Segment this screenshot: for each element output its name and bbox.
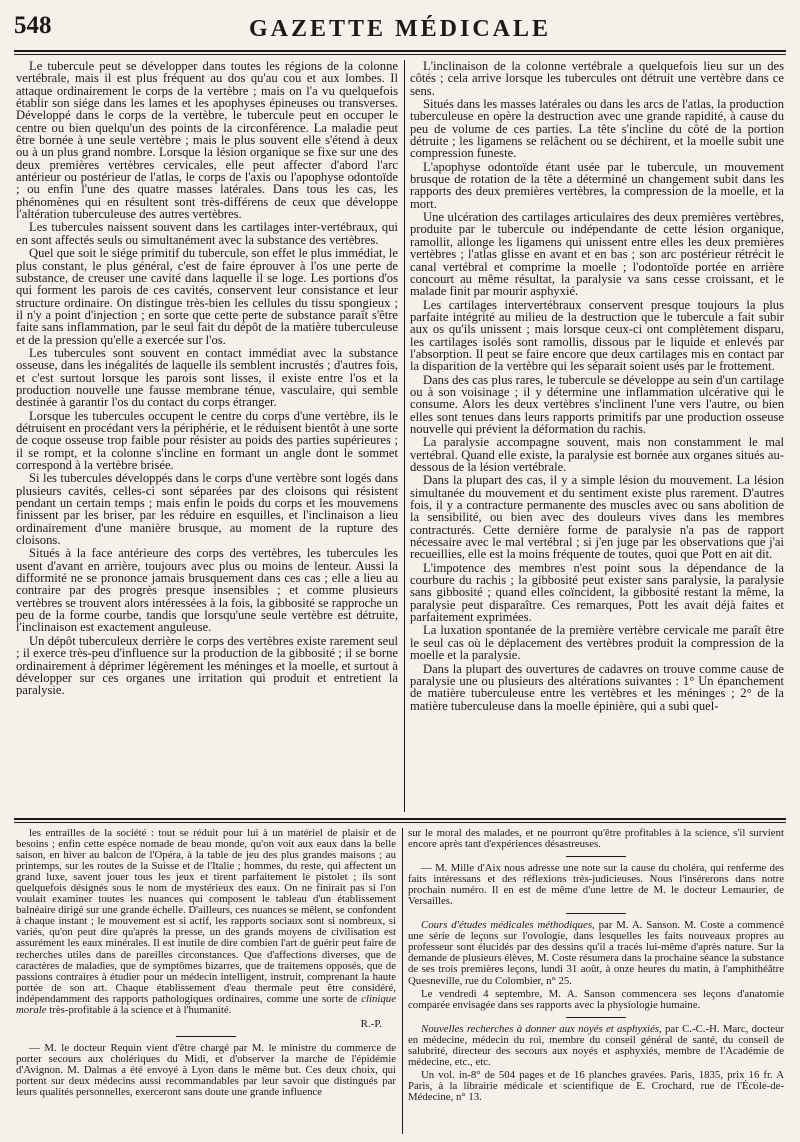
page-header bbox=[8, 10, 792, 50]
news-item: Un vol. in-8° de 504 pages et de 16 planches gravées. Paris, 1835, prix 16 fr. A Paris, à la librairie médicale et scientifique de E. Crochard, rue de l'École-de-Médecine, n° 13. bbox=[408, 1068, 784, 1103]
column-divider bbox=[404, 60, 405, 812]
paragraph: La paralysie accompagne souvent, mais non constamment le mal vertébral. Quand elle existe, la paralysie est bornée aux organes situés au-dessous de la lésion vertébrale. bbox=[410, 435, 784, 474]
book-text: , par C.-C.-H. Marc, docteur en médecine, médecin du roi, membre du conseil général de santé, du conseil de salubrité, directeur des secours aux noyés et asphyxiés, membre de l'Académie de médecine, etc., etc. bbox=[408, 1022, 784, 1068]
paragraph: Dans la plupart des ouvertures de cadavres on trouve comme cause de paralysie une ou plusieurs des altérations suivantes : 1° Un épanchement de matière tuberculeuse entre les vertèbres et les méninges ; 2° de la matière tuberculeuse dans la moelle épinière, qui a subi quel- bbox=[410, 661, 784, 713]
journal-title: GAZETTE MÉDICALE bbox=[248, 16, 552, 42]
course-text: , par M. A. Sanson. M. Coste a commencé une série de leçons sur l'ovologie, dans lesquelles les faits nouveaux propres au professeur sont élucidés par des dessins qu'il a tracés lui-même d'après nature. Sur la demande de plusieurs élèves, M. Coste résumera dans la prochaine séance la substance de ses trois premières leçons, lundi 31 août, à onze heures du matin, à l'amphithéâtre Quesneville, rue du Colombier, n° 25. bbox=[408, 919, 784, 987]
news-item bbox=[408, 920, 784, 986]
paragraph: La luxation spontanée de la première vertèbre cervicale me paraît être le seul cas où le déplacement des vertèbres produit la compression de la moelle et la paralysie. bbox=[410, 623, 784, 663]
paragraph: Les tubercules sont souvent en contact immédiat avec la substance osseuse, dans les inégalités de laquelle ils semblent incrustés ; d'autres fois, et c'est surtout lorsque les parois sont lisses, il existe entre l'os et la production nouvelle une fausse membrane ténue, vasculaire, qui semble destinée à garantir l'os du contact du corps étranger. bbox=[16, 345, 398, 410]
paragraph: Le tubercule peut se développer dans toutes les régions de la colonne vertébrale, mais il est plus fréquent au dos qu'au cou et aux lombes. Il attaque ordinairement le corps de la vertèbre ; mais on l'a vu quelquefois établir son siége dans les lames et les apophyses épineuses ou transverses. Développé dans le corps de la vertèbre, le tubercule peut en occuper le centre ou bien quelqu'un des points de la circonférence. La maladie peut être bornée à une seule vertèbre ; mais le plus souvent elle s'étend à deux ou à un plus grand nombre. Lorsque la lésion organique se fixe sur une des deux premières vertèbres cervicales, elle peut affecter d'abord l'arc antérieur ou postérieur de l'atlas, le corps de l'axis ou l'apophyse odontoïde ; ou enfin l'une des quatre masses latérales. Dans tous les cas, les phénomènes qui en résultent sont très-différens de ceux que développe l'altération tuberculeuse des autres vertèbres. bbox=[16, 60, 398, 222]
signature: R.-P. bbox=[360, 1017, 382, 1030]
paragraph: Dans des cas plus rares, le tubercule se développe au sein d'un cartilage ou à son voisinage ; il y détermine une inflammation ulcérative qui le consume. Alors les deux vertèbres s'inclinent l'une vers l'autre, ou bien elles sont tenues dans leurs rapports primitifs par une production osseuse nouvelle qui prévient la déformation du rachis. bbox=[410, 372, 784, 436]
paragraph: L'apophyse odontoïde étant usée par le tubercule, un mouvement brusque de rotation de la tête a déterminé un changement subit dans les rapports des deux premières vertèbres, la compression de la moelle, et la mort. bbox=[410, 159, 784, 211]
paragraph: Lorsque les tubercules occupent le centre du corps d'une vertèbre, ils le détruisent en procédant vers la périphérie, et le réduisent bientôt à une sorte de coque osseuse trop faible pour résister au poids des parties supérieures ; il se rompt, et la colonne s'incline en formant un angle dont le sommet correspond à la vertèbre brisée. bbox=[16, 408, 398, 472]
upper-left-column bbox=[16, 60, 398, 812]
lower-left-column bbox=[16, 828, 396, 1134]
news-item: — M. Mille d'Aix nous adresse une note sur la cause du choléra, qui renferme des faits intéressans et des réflexions très-judicieuses. Nous l'insérerons dans notre prochain numéro. Il en est de même d'une lettre de M. le docteur Lemaurier, de Versailles. bbox=[408, 862, 784, 908]
short-rule bbox=[566, 1017, 626, 1018]
paragraph: Une ulcération des cartilages articulaires des deux premières vertèbres, produite par le tubercule ou indépendante de cette lésion organique, ramollit, allonge les ligamens qui unissent entre elles les deux premières vertèbres ; l'atlas glisse en avant et en bas ; son arc postérieur rétrécit le canal vertébral et comprime la moelle ; l'odontoïde portée en arrière concourt au même résultat, la paralysie va sans cesse croissant, et le malade finit par mourir asphyxié. bbox=[410, 210, 784, 299]
paragraph: L'inclinaison de la colonne vertébrale a quelquefois lieu sur un des côtés ; cela arrive lorsque les tubercules ont détruit une vertèbre dans ce sens. bbox=[410, 60, 784, 98]
feuilleton-text bbox=[16, 828, 396, 1016]
news-item bbox=[408, 1024, 784, 1068]
lower-right-column bbox=[408, 828, 784, 1134]
lower-column-divider bbox=[402, 828, 403, 1134]
paragraph: Dans la plupart des cas, il y a simple lésion du mouvement. La lésion simultanée du mouvement et du sentiment existe plus rarement. D'autres fois, il y a contracture permanente des muscles avec ou sans abolition de la sensibilité, ou bien avec des douleurs vives dans les membres contracturés. Cette dernière forme de paralysie n'a pas de rapport nécessaire avec le mal vertébral ; si j'en juge par les observations que j'ai recueillies, elle est la moins fréquente de toutes, quoi que Pott en ait dit. bbox=[410, 473, 784, 562]
feuilleton-italic: clinique morale bbox=[16, 992, 396, 1016]
section-rule-thin bbox=[14, 822, 786, 823]
paragraph: Quel que soit le siége primitif du tubercule, son effet le plus immédiat, le plus constant, le plus général, c'est de faire éprouver à l'os une perte de substance, de creuser une cavité dans laquelle il se loge. Les portions d'os qui forment les parois de ces cavités, conservent leur consistance et leur structure ordinaire. On distingue très-bien les cellules du tissu spongieux ; il n'y a point d'injection ; en sorte que cette perte de substance paraît s'être faite sans inflammation, par le seul fait du dépôt de la matière tuberculeuse et de la pression qu'elle a exercée sur l'os. bbox=[16, 246, 398, 347]
short-rule bbox=[566, 913, 626, 914]
upper-right-column bbox=[410, 60, 784, 812]
page-number: 548 bbox=[14, 12, 52, 39]
paragraph: Un dépôt tuberculeux derrière le corps des vertèbres existe rarement seul ; il exerce très-peu d'influence sur la production de la gibbosité ; il se borne ordinairement à déprimer légèrement les méninges et la moelle, et surtout à développer sur ces organes une irritation qui produit et entretient la paralysie. bbox=[16, 633, 398, 698]
book-title: Nouvelles recherches à donner aux noyés et asphyxiés bbox=[421, 1022, 660, 1035]
short-rule bbox=[566, 856, 626, 857]
paragraph: Situés dans les masses latérales ou dans les arcs de l'atlas, la production tuberculeuse en opère la destruction avec une grande rapidité, à cause du peu de volume de ces parties. La tête s'incline du côté de la portion détruite ; les ligamens se relâchent ou se déchirent, et la moelle subit une compression funeste. bbox=[410, 97, 784, 161]
section-rule bbox=[14, 818, 786, 820]
paragraph: Les cartilages intervertébraux conservent presque toujours la plus parfaite intégrité au milieu de la destruction que le tubercule a fait subir aux os qu'ils unissent ; mais lorsque ceux-ci ont complètement disparu, les cartilages isolés sont ramollis, dissous par le liquide et enlevés par l'absorption. Il peut se faire encore que deux cartilages mis en contact par la disparition de la vertèbre qui les séparait soient usés par le frottement. bbox=[410, 297, 784, 374]
header-rule bbox=[14, 50, 786, 52]
news-continuation: sur le moral des malades, et ne pourront qu'être profitables à la science, s'il survient encore après tant d'expériences désastreuses. bbox=[408, 828, 784, 851]
feuilleton-body: les entrailles de la société : tout se réduit pour lui à un matériel de plaisir et de besoins ; enfin cette espèce nomade de beau monde, qu'on voit aux eaux dans la belle saison, en hiver au balcon de l'Opéra, à la table de jeu des plus grandes maisons ; au printemps, sur les routes de la Suisse et de l'Italie ; hommes, du reste, qui affectent un grand luxe, savent jouer tous les jeux et tirent parfaitement le pistolet ; ils sont quelquefois désignés sous le nom de mystérieux des eaux. On ne finirait pas si l'on voulait examiner toutes les nuances qui composent le tableau d'un établissement balnéaire dirigé sur une grande échelle. D'ailleurs, ces nuances se mêlent, se confondent à chaque instant ; le mouvement est si actif, les rapports sociaux sont si nombreux, si variés, qu'on peut dire qu'après la presse, un des grands moyens de civilisation est assurément les eaux minérales. Il est inutile de dire combien l'art de guérir peut faire de recherches utiles dans de pareilles circonstances. Que d'affections diverses, que de caractères de maladies, que de symptômes bizarres, que de traitemens opposés, que de passions contraires à étudier pour un médecin intelligent, instruit, comprenant la haute portée de son art. Chaque établissement d'eau thermale peut être considéré, indépendamment des rapports pathologiques ordinaires, comme une sorte de bbox=[16, 828, 396, 1005]
course-title: Cours d'études médicales méthodiques bbox=[421, 919, 593, 932]
paragraph: Si les tubercules développés dans le corps d'une vertèbre sont logés dans plusieurs cavités, celles-ci sont séparées par des cloisons qui résistent pendant un certain temps ; mais enfin le poids du corps et les mouvemens finissent par les briser, par les réduire en esquilles, et l'inclinaison a lieu ordinairement d'une manière brusque, au moment de la rupture des cloisons. bbox=[16, 471, 398, 548]
paragraph: Les tubercules naissent souvent dans les cartilages inter-vertébraux, qui en sont affectés seuls ou simultanément avec la substance des vertèbres. bbox=[16, 220, 398, 247]
short-rule bbox=[176, 1036, 236, 1037]
paragraph: Situés à la face antérieure des corps des vertèbres, les tubercules les usent d'avant en arrière, toujours avec plus ou moins de lenteur. Aussi la difformité ne se prononce jamais brusquement dans ces cas ; elle a lieu au contraire par des progrès presque insensibles ; et comme plusieurs vertèbres se trouvent alors intéressées à la fois, la gibbosité se rapproche un peu de la forme courbe, tandis que lorsqu'une seule vertèbre est détruite, l'inclinaison est exactement anguleuse. bbox=[16, 546, 398, 635]
paragraph: L'impotence des membres n'est point sous la dépendance de la courbure du rachis ; la gibbosité peut exister sans paralysie, la paralysie sans gibbosité ; quand elles coïncident, la gibbosité restant la même, la paralysie peut disparaître. Ces remarques, Pott les avait déjà faites et parfaitement exprimées. bbox=[410, 560, 784, 625]
news-item: — M. le docteur Requin vient d'être chargé par M. le ministre du commerce de porter secours aux cholériques du Midi, et d'observer la marche de l'épidémie d'Avignon. M. Dalmas a été envoyé à Lyon dans le même but. Ces deux choix, qui portent sur deux médecins aussi recommandables par leur savoir que distingués par leurs qualités personnelles, exerceront sans doute une grande influence bbox=[16, 1041, 396, 1098]
news-item: Le vendredi 4 septembre, M. A. Sanson commencera ses leçons d'anatomie comparée envisagée dans ses rapports avec la physiologie humaine. bbox=[408, 987, 784, 1011]
feuilleton-end: très-profitable à la science et à l'humanité. bbox=[49, 1003, 232, 1016]
header-rule-thin bbox=[14, 54, 786, 55]
